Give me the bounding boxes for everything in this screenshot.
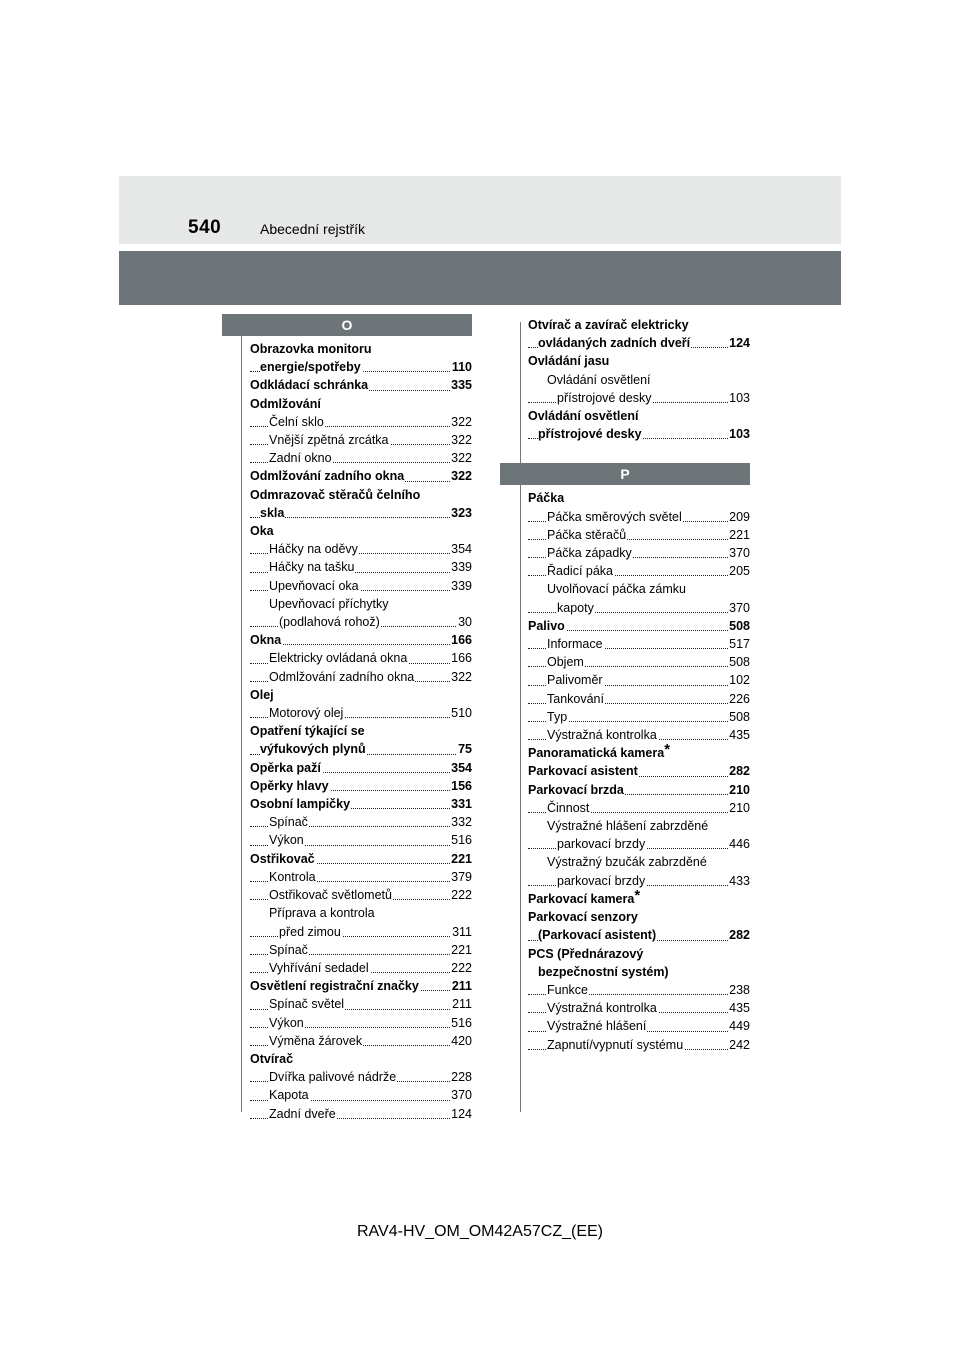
entry-text: Zadní dveře <box>269 1106 336 1121</box>
entry-text: Spínač <box>269 815 308 830</box>
index-entry <box>528 762 750 780</box>
index-entry <box>528 744 750 762</box>
index-subentry <box>250 813 472 831</box>
page-reference[interactable]: 311 <box>451 923 472 941</box>
page-reference[interactable]: 322 <box>450 668 472 686</box>
footnote-asterisk: * <box>664 744 671 759</box>
entry-text: Vnější zpětná zrcátka <box>269 433 389 448</box>
entry-text: bezpečnostní systém) <box>538 964 669 979</box>
header-band <box>119 176 841 244</box>
page-reference[interactable]: 221 <box>450 850 472 868</box>
entry-text: Otvírač <box>250 1051 294 1066</box>
index-subentry <box>250 613 472 631</box>
index-entry <box>250 522 472 540</box>
index-entry <box>250 777 472 795</box>
page-reference[interactable]: 435 <box>728 726 750 744</box>
entry-text: Páčka <box>528 491 565 506</box>
page-reference[interactable]: 209 <box>728 508 750 526</box>
page-reference[interactable]: 508 <box>728 653 750 671</box>
index-entry <box>528 963 750 981</box>
entry-text: Páčka západky <box>547 546 632 561</box>
page-reference[interactable]: 282 <box>728 926 750 944</box>
entry-text: Okna <box>250 633 282 648</box>
entry-text: Informace <box>547 637 603 652</box>
index-subentry <box>250 831 472 849</box>
index-subentry <box>528 853 750 871</box>
page-reference[interactable]: 339 <box>450 577 472 595</box>
entry-text: Páčka stěračů <box>547 527 627 542</box>
index-entry <box>528 926 750 944</box>
page-reference[interactable]: 332 <box>450 813 472 831</box>
page-reference[interactable]: 516 <box>450 1014 472 1032</box>
entry-text: Olej <box>250 687 274 702</box>
index-entry <box>528 407 750 425</box>
index-subentry <box>250 941 472 959</box>
page-reference[interactable]: 354 <box>450 540 472 558</box>
entry-text: Odkládací schránka <box>250 378 369 393</box>
entry-text: energie/spotřeby <box>260 360 361 375</box>
index-entry <box>250 395 472 413</box>
index-entry <box>250 722 472 740</box>
entry-text: Výstražná kontrolka <box>547 1001 657 1016</box>
index-entry <box>528 489 750 507</box>
entry-text: Motorový olej <box>269 706 344 721</box>
entry-text: výfukových plynů <box>260 742 366 757</box>
index-entry <box>250 850 472 868</box>
index-entry <box>250 340 472 358</box>
index-entry <box>528 890 750 908</box>
index-subentry <box>250 558 472 576</box>
entry-text: Upevňovací příchytky <box>269 596 389 611</box>
page-reference[interactable]: 339 <box>450 558 472 576</box>
page-reference[interactable]: 124 <box>728 334 750 352</box>
index-subentry <box>250 923 472 941</box>
page-reference[interactable]: 508 <box>728 708 750 726</box>
entry-text: Odmlžování <box>250 396 321 411</box>
entry-text: skla <box>260 505 285 520</box>
entry-text: Dvířka palivové nádrže <box>269 1070 397 1085</box>
index-entry <box>250 740 472 758</box>
entry-text: před zimou <box>279 924 341 939</box>
page-reference[interactable]: 166 <box>450 649 472 667</box>
entry-text: Odmlžování zadního okna <box>250 469 405 484</box>
entry-text: Výkon <box>269 833 304 848</box>
index-subentry <box>250 668 472 686</box>
index-subentry <box>528 835 750 853</box>
page-reference[interactable]: 322 <box>450 431 472 449</box>
entry-text: Ostřikovač světlometů <box>269 888 392 903</box>
entry-text: parkovací brzdy <box>557 837 646 852</box>
entry-text: Spínač světel <box>269 997 345 1012</box>
index-entry <box>528 316 750 334</box>
entry-text: Ovládání jasu <box>528 354 610 369</box>
page-reference[interactable]: 335 <box>450 376 472 394</box>
index-entry <box>250 977 472 995</box>
entry-text: Osobní lampičky <box>250 797 351 812</box>
page-reference[interactable]: 516 <box>450 831 472 849</box>
index-entry <box>528 908 750 926</box>
index-subentry <box>250 449 472 467</box>
index-entry <box>250 631 472 649</box>
entry-text: parkovací brzdy <box>557 873 646 888</box>
entry-text: Spínač <box>269 942 308 957</box>
page-reference[interactable]: 228 <box>450 1068 472 1086</box>
entry-text: Ostřikovač <box>250 851 315 866</box>
page-reference[interactable]: 221 <box>450 941 472 959</box>
page-reference[interactable]: 446 <box>728 835 750 853</box>
index-column-right <box>528 316 750 1054</box>
index-entry <box>528 425 750 443</box>
index-subentry <box>528 653 750 671</box>
entry-text: Panoramatická kamera* <box>528 746 671 760</box>
page-reference[interactable]: 103 <box>728 425 750 443</box>
page-reference[interactable]: 370 <box>728 599 750 617</box>
entry-text: Výstražné hlášení zabrzděné <box>547 819 709 834</box>
page-reference[interactable]: 205 <box>728 562 750 580</box>
entry-text: přístrojové desky <box>538 427 642 442</box>
index-column-left <box>250 314 472 1123</box>
page-reference[interactable]: 517 <box>728 635 750 653</box>
page-reference[interactable]: 435 <box>728 999 750 1017</box>
index-subentry <box>528 872 750 890</box>
index-entry <box>250 376 472 394</box>
entry-text: Objem <box>547 655 584 670</box>
index-subentry <box>250 959 472 977</box>
page-reference[interactable]: 226 <box>728 690 750 708</box>
entry-text: Kapota <box>269 1088 309 1103</box>
entry-text: Zapnutí/vypnutí systému <box>547 1037 684 1052</box>
entry-text: kapoty <box>557 600 594 615</box>
entry-text: Háčky na oděvy <box>269 542 358 557</box>
index-subentry <box>528 1036 750 1054</box>
index-subentry <box>250 704 472 722</box>
entry-text: Páčka směrových světel <box>547 509 682 524</box>
index-subentry <box>528 508 750 526</box>
page-reference[interactable]: 322 <box>450 467 472 485</box>
entry-text: Ovládání osvětlení <box>547 372 651 387</box>
page-reference[interactable]: 449 <box>728 1017 750 1035</box>
page-reference[interactable]: 370 <box>450 1086 472 1104</box>
page-number: 540 <box>188 217 222 238</box>
section-heading-p: P <box>500 463 750 485</box>
entry-text: Výstražné hlášení <box>547 1019 647 1034</box>
page-reference[interactable]: 210 <box>728 799 750 817</box>
page-reference[interactable]: 166 <box>450 631 472 649</box>
entry-text: Obrazovka monitoru <box>250 342 372 356</box>
column-rule-right <box>520 322 521 1112</box>
page-reference[interactable]: 379 <box>450 868 472 886</box>
page-reference[interactable]: 156 <box>450 777 472 795</box>
index-subentry <box>250 1032 472 1050</box>
index-subentry <box>528 544 750 562</box>
index-subentry <box>250 904 472 922</box>
index-subentry <box>528 526 750 544</box>
document-code: RAV4-HV_OM_OM42A57CZ_(EE) <box>357 1223 603 1240</box>
page-reference[interactable]: 124 <box>450 1105 472 1123</box>
index-subentry <box>528 799 750 817</box>
footnote-asterisk: * <box>634 889 641 904</box>
index-entry <box>528 945 750 963</box>
index-entry <box>528 617 750 635</box>
page-reference[interactable]: 322 <box>450 449 472 467</box>
index-subentry <box>250 1014 472 1032</box>
entry-text: Opatření týkající se <box>250 724 365 739</box>
page-reference[interactable]: 221 <box>728 526 750 544</box>
section-heading-o: O <box>222 314 472 336</box>
page-reference[interactable]: 75 <box>457 740 472 758</box>
entry-text: přístrojové desky <box>557 390 652 405</box>
index-entry <box>528 352 750 370</box>
index-subentry <box>250 649 472 667</box>
page-reference[interactable]: 242 <box>728 1036 750 1054</box>
index-subentry <box>250 540 472 558</box>
entry-text: Upevňovací oka <box>269 578 359 593</box>
entry-text: Palivo <box>528 618 565 633</box>
entry-text: Parkovací kamera* <box>528 892 641 906</box>
index-subentry <box>528 580 750 598</box>
header-bar <box>119 251 841 305</box>
index-entry <box>250 759 472 777</box>
index-entry <box>528 334 750 352</box>
index-subentry <box>528 635 750 653</box>
page-reference[interactable]: 222 <box>450 959 472 977</box>
entry-text: Parkovací senzory <box>528 910 638 925</box>
entry-text: Ovládání osvětlení <box>528 409 639 424</box>
index-subentry <box>250 1086 472 1104</box>
entry-text: Parkovací brzda <box>528 782 624 797</box>
page-reference[interactable]: 508 <box>728 617 750 635</box>
entry-text: Opěrky hlavy <box>250 778 329 793</box>
page-reference[interactable]: 354 <box>450 759 472 777</box>
entry-text: PCS (Přednárazový <box>528 946 644 961</box>
entry-text: Háčky na tašku <box>269 560 355 575</box>
index-subentry <box>250 886 472 904</box>
page-reference[interactable]: 211 <box>451 977 472 995</box>
page-reference[interactable]: 103 <box>728 389 750 407</box>
index-entry <box>250 358 472 376</box>
entry-text: (Parkovací asistent) <box>538 928 657 943</box>
entry-text: Oka <box>250 524 274 539</box>
index-subentry <box>528 726 750 744</box>
entry-text: Odmlžování zadního okna <box>269 669 415 684</box>
index-entry <box>250 486 472 504</box>
entry-text: ovládaných zadních dveří <box>538 336 691 351</box>
column-rule-left <box>241 336 242 1112</box>
index-subentry <box>528 817 750 835</box>
index-entry <box>250 504 472 522</box>
index-entry <box>250 1050 472 1068</box>
entry-text: Odmrazovač stěračů čelního <box>250 487 421 502</box>
index-subentry <box>528 371 750 389</box>
page-reference[interactable]: 222 <box>450 886 472 904</box>
entry-text: Výměna žárovek <box>269 1033 363 1048</box>
page-reference[interactable]: 370 <box>728 544 750 562</box>
page-reference[interactable]: 30 <box>457 613 472 631</box>
index-subentry <box>250 868 472 886</box>
index-subentry <box>250 995 472 1013</box>
index-subentry <box>250 1105 472 1123</box>
entry-text: Typ <box>547 709 568 724</box>
page-reference[interactable]: 282 <box>728 762 750 780</box>
entry-text: Příprava a kontrola <box>269 906 375 921</box>
page-reference[interactable]: 322 <box>450 413 472 431</box>
page-reference[interactable]: 331 <box>450 795 472 813</box>
index-entry <box>250 467 472 485</box>
index-subentry <box>250 577 472 595</box>
index-subentry <box>528 389 750 407</box>
entry-text: Uvolňovací páčka zámku <box>547 582 686 597</box>
index-subentry <box>250 595 472 613</box>
index-subentry <box>250 431 472 449</box>
entry-text: Výstražný bzučák zabrzděné <box>547 855 707 870</box>
index-subentry <box>528 708 750 726</box>
entry-text: (podlahová rohož) <box>279 615 380 630</box>
index-subentry <box>528 690 750 708</box>
page-reference[interactable]: 433 <box>728 872 750 890</box>
dot-leader <box>250 644 472 645</box>
entry-text: Funkce <box>547 982 588 997</box>
index-subentry <box>250 1068 472 1086</box>
entry-text: Parkovací asistent <box>528 764 638 779</box>
entry-text: Řadicí páka <box>547 564 614 579</box>
index-entry <box>250 795 472 813</box>
entry-text: Tankování <box>547 691 604 706</box>
entry-text: Kontrola <box>269 869 316 884</box>
entry-text: Vyhřívání sedadel <box>269 960 369 975</box>
page-reference[interactable]: 102 <box>728 671 750 689</box>
index-entry <box>250 686 472 704</box>
page-reference[interactable]: 510 <box>450 704 472 722</box>
entry-text: Otvírač a zavírač elektricky <box>528 318 689 332</box>
page-reference[interactable]: 110 <box>451 358 472 376</box>
page-title: Abecední rejstřík <box>260 221 366 237</box>
index-subentry <box>528 999 750 1017</box>
entry-text: Výkon <box>269 1015 304 1030</box>
page-reference[interactable]: 211 <box>451 995 472 1013</box>
index-entry <box>528 781 750 799</box>
entry-text: Palivoměr <box>547 673 603 688</box>
entry-text: Činnost <box>547 800 590 815</box>
index-subentry <box>250 413 472 431</box>
index-subentry <box>528 671 750 689</box>
entry-text: Elektricky ovládaná okna <box>269 651 408 666</box>
index-subentry <box>528 599 750 617</box>
index-subentry <box>528 981 750 999</box>
entry-text: Výstražná kontrolka <box>547 728 657 743</box>
index-subentry <box>528 1017 750 1035</box>
index-subentry <box>528 562 750 580</box>
entry-text: Zadní okno <box>269 451 332 466</box>
entry-text: Čelní sklo <box>269 414 324 429</box>
entry-text: Opěrka paží <box>250 760 321 775</box>
page-reference[interactable]: 323 <box>450 504 472 522</box>
page-reference[interactable]: 210 <box>728 781 750 799</box>
entry-text: Osvětlení registrační značky <box>250 979 419 994</box>
page-reference[interactable]: 238 <box>728 981 750 999</box>
page-reference[interactable]: 420 <box>450 1032 472 1050</box>
